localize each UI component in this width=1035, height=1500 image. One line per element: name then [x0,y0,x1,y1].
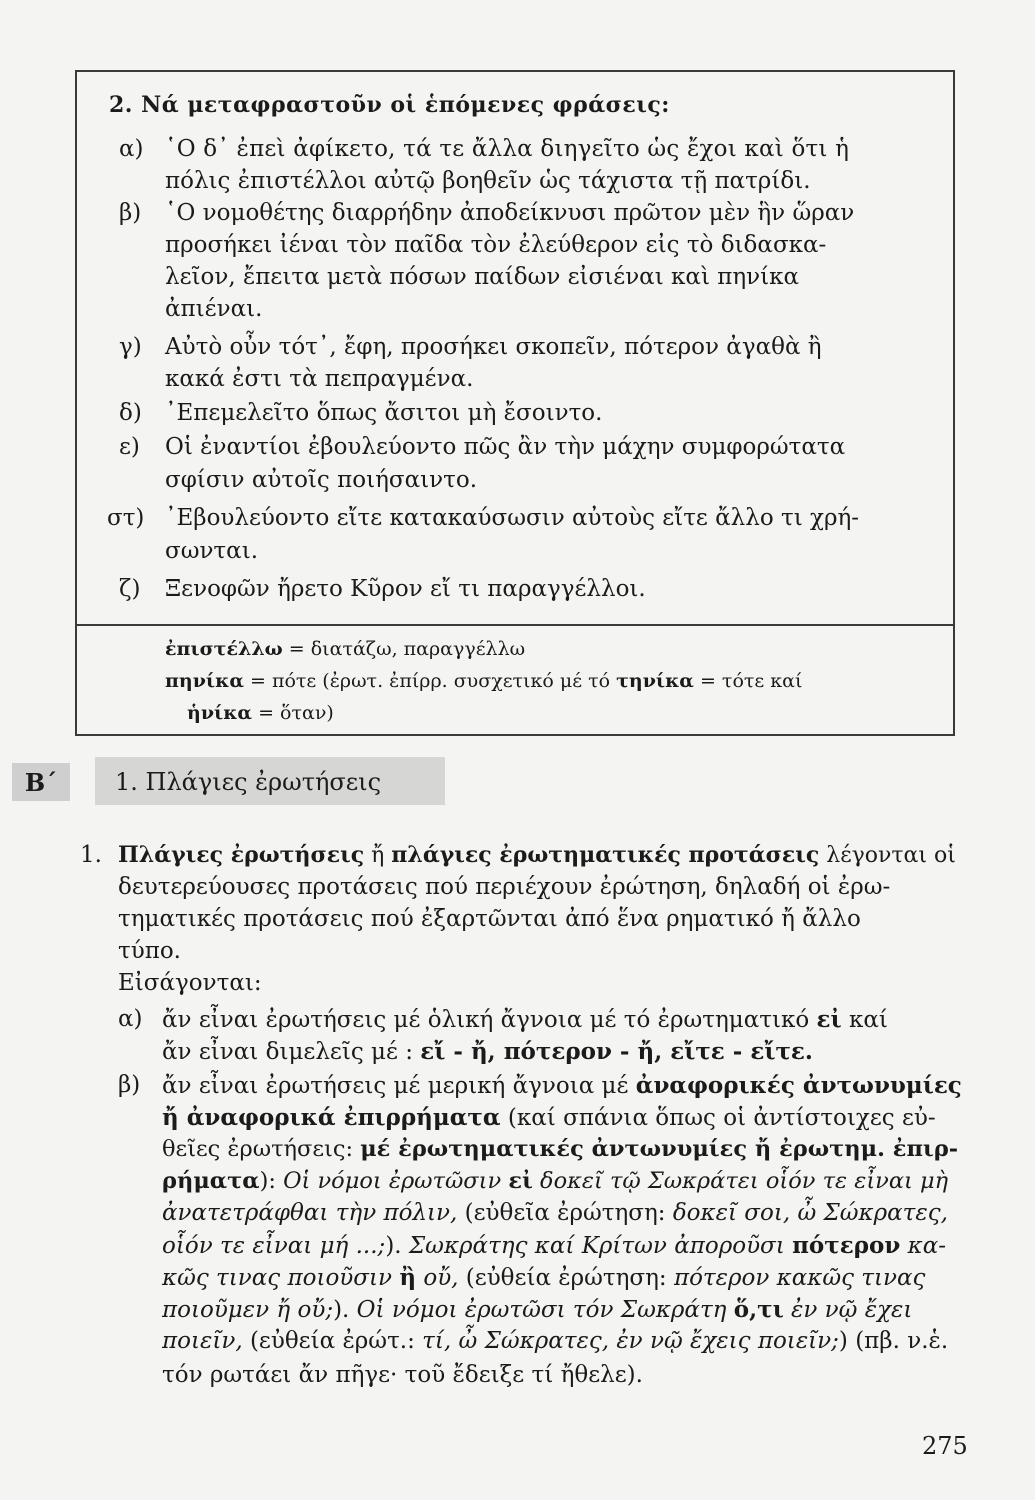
body-line [162,1296,912,1323]
item-line: ᾽Εβουλεύοντο εἴτε κατακαύσωσιν αὐτοὺς εἴτε ἄλλο τι χρή- [165,505,860,531]
body-line [162,1232,946,1259]
body-line [162,1104,936,1131]
body-line: Εἰσάγονται: [118,970,262,996]
text: (καί σπάνια ὅπως οἱ ἀντίστοιχες εὐ- [500,1105,936,1131]
item-line: ῾Ο νομοθέτης διαρρήδην ἀποδείκνυσι πρῶτον μὲν ἣν ὥραν [165,200,855,226]
item-line: σφίσιν αὐτοῖς ποιήσαιντο. [165,467,478,493]
term: εἴ - ἤ, πότερον - ἤ, εἴτε - εἴτε. [420,1038,813,1065]
example: ἐν νῷ ἔχει [783,1297,913,1323]
item-line: σωνται. [165,538,259,564]
note-def: = ὅταν) [252,702,334,724]
item-line: ᾽Επεμελεῖτο ὅπως ἄσιτοι μὴ ἔσοιντο. [165,400,603,426]
note-term: τηνίκα [616,670,694,692]
text: ): [259,1168,284,1194]
example: Σωκράτης καί Κρίτων ἀποροῦσι [408,1233,793,1259]
item-label: στ) [107,505,145,531]
list-label: α) [118,1006,143,1032]
example: πότερον κακῶς τινας [673,1265,926,1291]
example: Οἱ νόμοι ἐρωτῶσιν [283,1168,509,1194]
body-line: τηματικές προτάσεις πού ἐξαρτῶνται ἀπό ἕνα ρηματικό ἤ ἄλλο [118,906,861,932]
exercise-box [75,70,955,736]
example: ποιοῦμεν ἤ οὔ; [162,1297,334,1323]
example: ἀνατετράφθαι τὴν πόλιν, [162,1200,458,1226]
note-def: = διατάζω, παραγγέλλω [282,638,526,660]
body-line [162,1168,948,1194]
paragraph-number: 1. [80,842,102,868]
term: ἤ ἀναφορικά ἐπιρρήματα [162,1104,501,1131]
term: ἢ [399,1264,417,1291]
item-line: Οἱ ἐναντίοι ἐβουλεύοντο πῶς ἂν τὴν μάχην συμφορώτατα [165,434,846,460]
body-line [118,842,956,868]
item-line: ῾Ο δ᾽ ἐπεὶ ἀφίκετο, τά τε ἄλλα διηγεῖτο ὡς ἔχοι καὶ ὅτι ἡ [165,136,850,162]
item-line: Αὐτὸ οὖν τότ᾽, ἔφη, προσήκει σκοπεῖν, πότερον ἀγαθὰ ἢ [165,334,822,360]
text: ἤ [364,843,392,868]
section-title: 1. Πλάγιες ἐρωτήσεις [115,768,382,796]
text: θεῖες ἐρωτήσεις: [162,1136,361,1162]
body-line [162,1006,888,1033]
section-letter: Β΄ [12,763,70,801]
item-line: προσήκει ἰέναι τὸν παῖδα τὸν ἐλεύθερον εἰς τὸ διδασκα- [165,232,827,258]
note-term: ἡνίκα [187,702,253,724]
example: οἷόν τε εἶναι μή ...; [162,1233,386,1259]
item-label: γ) [119,334,142,360]
item-label: α) [119,136,144,162]
body-line: τύπο. [118,938,181,964]
text: λέγονται οἱ [819,843,956,868]
body-line [162,1136,958,1162]
term: εἰ [508,1168,533,1194]
exercise-title: 2. Νά μεταφραστοῦν οἱ ἑπόμενες φράσεις: [109,92,670,118]
example: τί, ὦ Σώκρατες, ἐν νῷ ἔχεις ποιεῖν; [422,1328,839,1354]
text: (εὐθεῖα ἐρώτηση: [457,1200,673,1226]
list-label: β) [118,1072,141,1098]
example: Οἱ νόμοι ἐρωτῶσι τόν Σωκράτη [356,1297,734,1323]
item-label: δ) [119,400,142,426]
example: κῶς τινας ποιοῦσιν [162,1265,400,1291]
item-line: λεῖον, ἔπειτα μετὰ πόσων παίδων εἰσιέναι καὶ πηνίκα [165,264,800,290]
note-term: ἐπιστέλλω [165,638,283,660]
item-label: ε) [119,434,140,460]
body-line [162,1264,925,1291]
note-line [165,638,525,660]
item-line: πόλις ἐπιστέλλοι αὐτῷ βοηθεῖν ὡς τάχιστα τῇ πατρίδι. [165,168,811,194]
body-line: τόν ρωτάει ἄν πῆγε· τοῦ ἔδειξε τί ἤθελε). [162,1362,643,1388]
example: κα- [900,1233,947,1259]
exercise-main [77,72,953,624]
body-line [162,1328,948,1354]
note-line [165,670,802,692]
text: ἄν εἶναι διμελεῖς μέ : [162,1039,421,1065]
term: πότερον [792,1232,901,1259]
note-line [187,702,334,724]
body-line [162,1072,962,1099]
item-line: Ξενοφῶν ἤρετο Κῦρον εἴ τι παραγγέλλοι. [165,576,646,602]
note-def: = τότε καί [693,670,803,692]
text: (εὐθεία ἐρώτηση: [458,1265,674,1291]
text: (εὐθεία ἐρώτ.: [242,1328,423,1354]
example: δοκεῖ τῷ Σωκράτει οἷόν τε εἶναι μὴ [532,1168,949,1194]
text: ). [385,1233,409,1259]
body-line [162,1038,813,1065]
text: ). [333,1297,357,1323]
body-line: δευτερεύουσες προτάσεις πού περιέχουν ἐρώτηση, δηλαδή οἱ ἐρω- [118,874,891,900]
term: ρήματα [162,1168,260,1194]
text: ἄν εἶναι ἐρωτήσεις μέ μερική ἄγνοια μέ [162,1073,636,1099]
example: δοκεῖ σοι, ὦ Σώκρατες, [672,1200,948,1226]
term: μέ ἐρωτηματικές ἀντωνυμίες ἤ ἐρωτημ. ἐπιρ- [360,1136,959,1162]
item-line: ἀπιέναι. [165,296,263,322]
term: εἰ [816,1006,842,1033]
item-line: κακά ἐστι τὰ πεπραγμένα. [165,366,474,392]
note-def: = πότε (ἐρωτ. ἐπίρρ. συσχετικό μέ τό [243,670,617,692]
example: οὔ, [416,1265,459,1291]
vocabulary-notes [77,624,953,734]
example: ποιεῖν, [162,1328,243,1354]
page-number: 275 [922,1432,968,1460]
note-term: πηνίκα [165,670,244,692]
term: πλάγιες ἐρωτηματικές προτάσεις [391,842,820,868]
item-label: ζ) [119,576,141,602]
body-line [162,1200,948,1226]
text: ) (πβ. ν.ἑ. [838,1328,949,1354]
text: καί [841,1007,888,1033]
text: ἄν εἶναι ἐρωτήσεις μέ ὁλική ἄγνοια μέ τό ἐρωτηματικό [162,1007,817,1033]
item-label: β) [119,200,142,226]
term: ὅ,τι [733,1296,784,1323]
term: Πλάγιες ἐρωτήσεις [118,842,365,868]
term: ἀναφορικές ἀντωνυμίες [635,1072,962,1099]
